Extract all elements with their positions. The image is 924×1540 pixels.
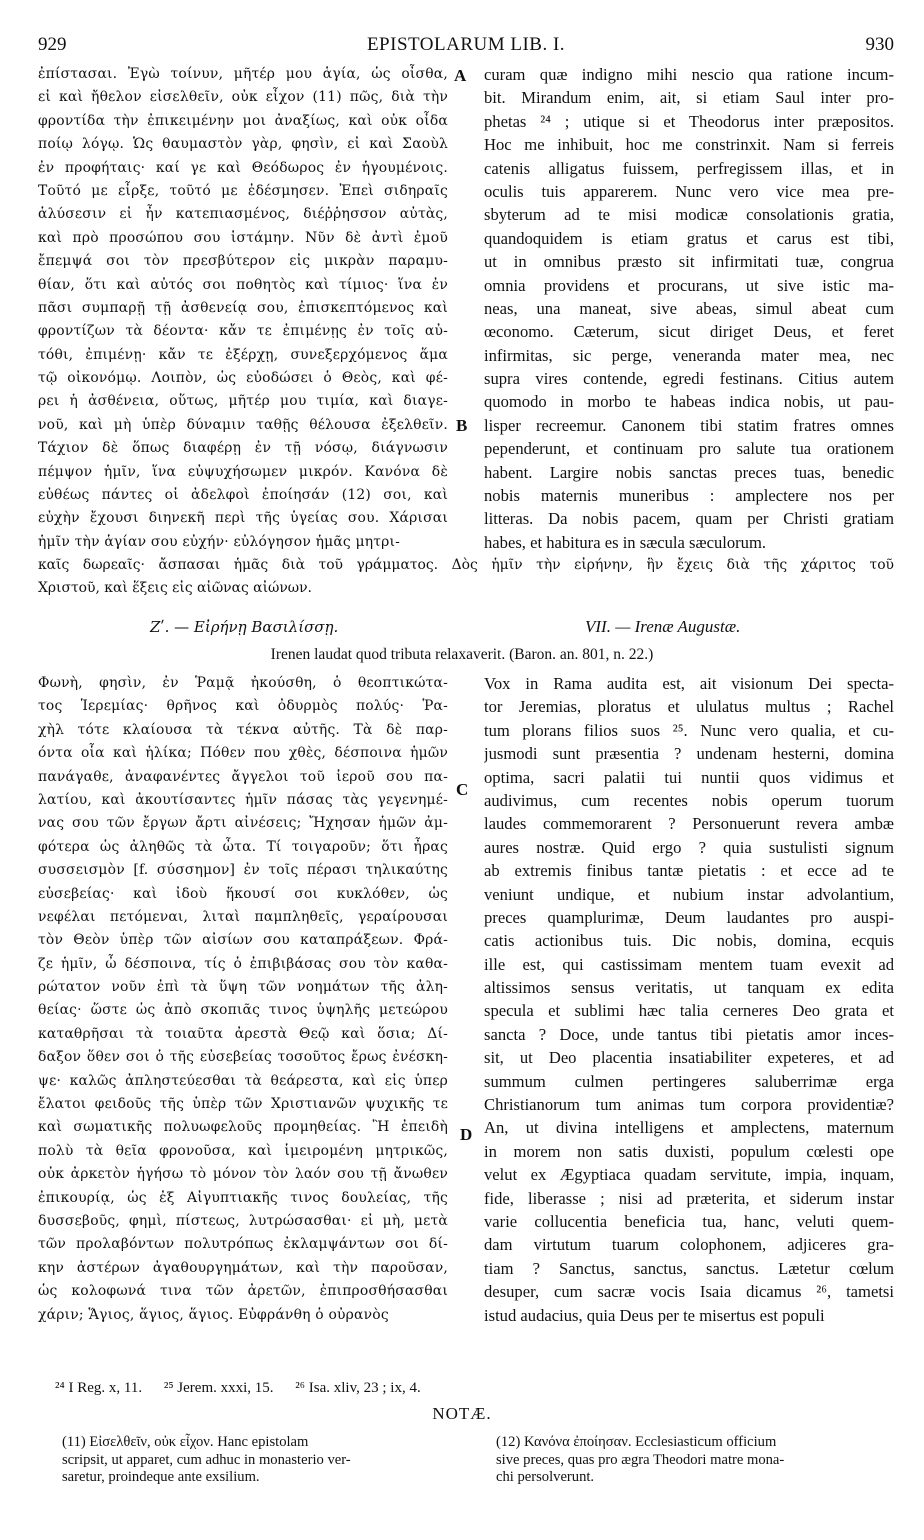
greek-text-line: θίαν, ὅτι καὶ αὐτός σοι ποθητὸς καὶ τίμιος· ἵνα ἐν (38, 276, 448, 293)
greek-text-line: εἰ καὶ ἤθελον εἰσελθεῖν, οὐκ εἶχον (11) πῶς, διὰ τὴν (38, 89, 448, 106)
note-line: chi persolverunt. (496, 1469, 595, 1485)
latin-text-line: altissimos sensus veritatis, ut tanquam ex edita (484, 978, 894, 998)
latin-text-line: audivimus, cum recentes nobis operum tuorum (484, 790, 894, 810)
latin-text-line: quomodo in morbo te habeas indica nobis, ut pau- (484, 392, 894, 412)
latin-text-line: veniunt undique, et nubium instar advolantium, (484, 884, 894, 904)
greek-text-line: πᾶσι συμπαρῇ τῇ ἀσθενείᾳ σου, ἐπισκεπτόμενος καὶ (38, 299, 448, 316)
latin-text-line: lisper recreemur. Canonem tibi statim fratres omnes (484, 415, 894, 435)
latin-text-line: An, ut divina intelligens et amplectens, maternum (484, 1118, 894, 1138)
latin-text-line: Christianorum tum animas tum corpora providentiæ? (484, 1095, 894, 1115)
latin-text-line: nobis maternis muneribus : amplectere nos per (484, 486, 894, 506)
latin-text-line: varie collucentia beneficia tua, hanc, veluti quem- (484, 1211, 894, 1231)
latin-text-line: phetas ²⁴ ; utique si et Theodorus inter præpositos. (484, 111, 894, 131)
greek-text-line: Τάχιον δὲ ὅπως διαφέρῃ ἐν τῇ νόσῳ, διάγνωσιν (38, 440, 448, 457)
page-header (38, 34, 894, 58)
greek-text-line: ρει ἡ ἀσθένεια, οὕτως, μῆτέρ μου τιμία, καὶ διαγε- (38, 393, 448, 410)
latin-text-line: desuper, cum sacræ vocis Isaia dicamus ²⁶, tametsi (484, 1282, 894, 1302)
greek-text-line: πολὺ τὰ θεῖα φρονοῦσα, καὶ ἱμειρομένη μητρικῶς, (38, 1142, 448, 1159)
latin-text-line: sit, ut Deo placentia insatiabiliter expeteres, et ad (484, 1048, 894, 1068)
greek-text-line: ἐπίστασαι. Ἐγὼ τοίνυν, μῆτέρ μου ἁγία, ὡς οἶσθα, (38, 66, 448, 82)
greek-text-line: ὡς κολοφωνά τινα τῶν ἀρετῶν, ἐπιπροσθήσασθαι (38, 1283, 448, 1300)
greek-text-line: δαξον ὅθεν σοι ὁ τῆς εὐσεβείας τοσοῦτος ἔρως ἐνέσκη- (38, 1049, 448, 1066)
greek-text-line: φροντίδα τὴν ἐπικειμένην μοι ἀναξίως, καὶ οὐκ οἶδα (38, 112, 448, 129)
greek-text-line: εὐχὴν ἔχουσι διηνεκῆ περὶ τῆς ὑγείας σου. Χάρισαι (38, 510, 448, 527)
latin-text-line: preces quamplurimæ, Deum laudantes pro auspi- (484, 907, 894, 927)
letter-summary: Irenen laudat quod tributa relaxaverit. (Baron. an. 801, n. 22.) (270, 646, 654, 663)
greek-text-line: λατίου, καὶ ἀκουτίσαντες ἡμῖν πάσας τὰς γεγενημέ- (38, 791, 448, 808)
latin-text-line: ut in omnibus præsto sit infirmitati tuæ, congrua (484, 252, 894, 272)
note-line: (11) Εἰσελθεῖν, οὐκ εἶχον. Hanc epistolam (62, 1434, 309, 1450)
latin-text-line: habes, et habitura es in sæcula sæculorum. (484, 532, 767, 552)
greek-text-line: δυσσεβοῦς, φημὶ, πίστεως, λυτρώσασθαι· εἰ μὴ, μετὰ (38, 1212, 448, 1229)
latin-text-line: summum culmen pertingeres saluberrimæ erga (484, 1071, 894, 1091)
greek-text-line: τος Ἱερεμίας· θρῆνος καὶ ὀδυρμὸς πολύς· Ῥα- (38, 698, 448, 715)
greek-text-line: καὶ σωματικῆς πολυωφελοῦς προμηθείας. Ἢ ἐπειδὴ (38, 1119, 448, 1136)
footnotes (55, 1380, 439, 1397)
note-12 (496, 1434, 896, 1487)
latin-text-line: laudes commemorarent ? Personuerunt revera ambæ (484, 814, 894, 834)
latin-text-line: œconomo. Cæterum, sicut diriget Deus, et feret (484, 322, 894, 342)
greek-text-line: Φωνὴ, φησὶν, ἐν Ῥαμᾷ ἠκούσθη, ὁ θεοπτικώτα- (38, 675, 448, 691)
greek-text-line: φροντίζων τὰ δέοντα· κἄν τε ἐπιμένῃς ἐν τοῖς αὐ- (38, 323, 448, 340)
greek-letter-heading: Ζʹ. — Εἰρήνῃ Βασιλίσσῃ. (150, 618, 339, 636)
greek-text-line: πέμψον ἡμῖν, ἵνα εὐψυχήσωμεν μικρόν. Κανόνα δὲ (38, 463, 448, 480)
note-line: (12) Κανόνα ἐποίησαν. Ecclesiasticum officium (496, 1434, 777, 1450)
margin-marker-d: D (460, 1125, 473, 1144)
greek-text-line: ἔλατοι φειδοῦς τῆς ὑπὲρ τῶν Χριστιανῶν ψυχικῆς τε (38, 1096, 448, 1113)
greek-text-line: χάριν; Ἅγιος, ἅγιος, ἅγιος. Εὐφράνθη ὁ οὐρανὸς (38, 1306, 389, 1323)
footnote-24: ²⁴ I Reg. x, 11. (55, 1380, 143, 1396)
greek-text-line: Τοῦτό με εἶρξε, τοῦτό με ἐδέσμησεν. Ἐπεὶ σιδηραῖς (38, 182, 448, 199)
greek-text-line: όντα οἷα καὶ ἡλίκα; Πόθεν που χθὲς, δέσποινα ἡμῶν (38, 745, 448, 762)
latin-text-line: tum plorans filios suos ²⁵. Nunc vero qualia, et cu- (484, 720, 894, 740)
latin-text-line: optima, sacri palatii tui nuntii quos vidimus et (484, 767, 894, 787)
greek-text-line: ἔπεμψά σοι τὸν πρεσβύτερον εἰς μικρὰν παραμυ- (38, 253, 448, 270)
latin-text-line: tor Jeremias, ploratus et ululatus multus ; Rachel (484, 697, 894, 717)
note-line: saretur, proindeque ante exsilium. (62, 1469, 260, 1485)
page-number-left: 929 (38, 34, 67, 55)
greek-text-line: τόθι, ἐπιμένῃ· κἄν τε ἐξέρχῃ, συνεξερχόμενος ἅμα (38, 346, 448, 363)
note-line: sive preces, quas pro ægra Theodori matre mona- (496, 1451, 785, 1468)
greek-text-line: ποίῳ λόγῳ. Ὡς θαυμαστὸν γὰρ, φησὶν, εἰ καὶ Σαοὺλ (38, 136, 448, 153)
greek-full-line: Χριστοῦ, καὶ ἕξεις εἰς αἰῶνας αἰώνων. (38, 580, 312, 597)
greek-text-line: οὐκ ἀρκετὸν ἡγήσω τὸ μόνον τὸν λαόν σου τῇ ἄνωθεν (38, 1166, 448, 1183)
greek-text-line: κην ἀστέρων ἀγαθουργημάτων, καὶ τὴν παροῦσαν, (38, 1259, 448, 1276)
notae-heading: NOTÆ. (432, 1404, 492, 1423)
greek-text-line: ζε ἡμῖν, ὦ δέσποινα, τίς ὁ ἐπιβιβάσας σου τὸν καθα- (38, 955, 448, 972)
greek-text-line: τῷ οἰκονόμῳ. Λοιπὸν, ὡς εὐοδώσει ὁ Θεὸς, καὶ φέ- (38, 370, 448, 387)
latin-text-line: dam virtutum tuarum colophonem, adjiceres gra- (484, 1235, 894, 1255)
greek-full-width-text (38, 554, 894, 601)
greek-text-line: εὐθέως πάντες οἱ ἀδελφοὶ ἐποίησάν (12) σοι, καὶ (38, 487, 448, 504)
running-title: EPISTOLARUM LIB. I. (366, 34, 566, 55)
latin-text-line: jusmodi sunt præsentia ? undenam hesterni, domina (484, 744, 894, 764)
greek-text-line: ἁλύσεσιν εἰ ἦν κατεπιασμένος, διέῤῥησσον αὐτὰς, (38, 206, 448, 223)
latin-text-line: velut ex Ægyptiaca quadam servitute, impia, inquam, (484, 1165, 894, 1185)
latin-text-line: omnia providens et procurans, ut sive istic ma- (484, 275, 894, 295)
margin-marker-b: B (456, 416, 468, 435)
greek-text-line: νοῦ, καὶ μὴ ὑπὲρ δύναμιν ταθῇς θέλουσα ἐξελθεῖν. (38, 416, 448, 433)
latin-text-line: infirmitas, sic perge, veneranda mater mea, nec (484, 345, 894, 365)
greek-text-line: τὸν Θεὸν ὑπὲρ τῶν αἰσίων σου καταπράξεων. Φρά- (38, 932, 448, 949)
greek-text-line: ἐν προφήταις· καί γε καὶ Θεόδωρος ἐν ἡγουμένοις. (38, 159, 448, 176)
greek-text-line: νεφέλαι πετόμεναι, λιταὶ παμπληθεῖς, γεραίρουσαι (38, 908, 448, 925)
margin-marker-c: C (456, 780, 469, 799)
margin-marker-a: A (454, 66, 467, 85)
latin-text-line: sancta ? Doce, unde tantus tibi pietatis amor inces- (484, 1024, 894, 1044)
greek-text-line: καὶ πρὸ προσώπου σου ἱστάμην. Νῦν δὲ ἀντὶ ἐμοῦ (38, 229, 448, 246)
greek-text-line: πανάγαθε, ἀναφανέντες ἄγγελοι τοῦ ἱεροῦ σου πα- (38, 768, 448, 785)
latin-text-line: istud audacius, quia Deus per te misertus est populi (484, 1305, 825, 1325)
latin-text-line: Hoc me inhibuit, hoc me constrinxit. Nam si ferreis (484, 135, 894, 155)
greek-text-line: ἡμῖν τὴν ἁγίαν σου εὐχήν· εὐλόγησον ἡμᾶς μητρι- (38, 533, 401, 550)
latin-letter-heading: VII. — Irenæ Augustæ. (585, 617, 741, 636)
latin-text-line: tiam ? Sanctus, sanctus, sanctus. Lætetur cœlum (484, 1258, 894, 1278)
greek-text-line: εὐσεβείας· καὶ ἰδοὺ ἥκουσί σοι κυκλόθεν, ὡς (38, 885, 448, 902)
latin-text-line: quandoquidem is etiam gratus et carus est tibi, (484, 228, 894, 248)
greek-text-line: νας σου τῶν ἔργων ἄρτι αἰνέσεις; Ἤχησαν ἡμῶν ἀμ- (38, 815, 448, 832)
latin-column-bottom (484, 672, 894, 1327)
latin-text-line: catis actionibus tuis. Dic nobis, domina, ecquis (484, 931, 894, 951)
greek-text-line: καταθρῆσαι τὰ τοιαῦτα ἀρεστὰ Θεῷ καὶ ὅσια; Δί- (38, 1025, 448, 1042)
page-number-right: 930 (865, 34, 894, 55)
latin-text-line: neas, una maneat, sive abeas, simul abeat cum (484, 298, 894, 318)
footnote-25: ²⁵ Jerem. xxxi, 15. (163, 1380, 274, 1396)
footnote-26: ²⁶ Isa. xliv, 23 ; ix, 4. (295, 1380, 421, 1396)
latin-text-line: specula et sublimi hæc talia cerneres Deo grata et (484, 1001, 894, 1021)
note-11 (62, 1434, 452, 1487)
greek-full-line: καῖς δωρεαῖς· ἄσπασαι ἡμᾶς διὰ τοῦ γράμματος. Δὸς ἡμῖν τὴν εἰρήνην, ἣν ἔχεις διὰ τῆς χάριτος τοῦ (38, 557, 894, 573)
latin-text-line: bit. Mirandum enim, ait, si etiam Saul inter pro- (484, 88, 894, 108)
latin-text-line: ab extremis finibus tantæ pietatis : et ecce ad te (484, 861, 894, 881)
greek-text-line: θείας· ὥστε ὡς ἀπὸ σκοπιᾶς τινος ὑψηλῆς μετεώρου (38, 1002, 448, 1019)
latin-text-line: ille est, qui castissimam mentem tuam evexit ad (484, 954, 894, 974)
latin-text-line: fide, liberasse ; nisi ad præterita, et siderum instar (484, 1188, 894, 1208)
greek-text-line: ψε· καλῶς ἀπληστεύεσθαι τὰ θεάρεστα, καὶ εἰς ὑπερ (38, 1072, 448, 1089)
greek-column-bottom (38, 672, 448, 1327)
greek-text-line: χὴλ τότε κλαίουσα τὰ τέκνα αὐτῆς. Τὰ δὲ παρ- (38, 721, 448, 738)
latin-text-line: pependerunt, et continuam pro salute tua orationem (484, 439, 894, 459)
latin-text-line: sbyterum ad te misi modicæ consolationis gratia, (484, 205, 894, 225)
latin-text-line: catenis alligatus fuissem, perfregissem illas, et in (484, 158, 894, 178)
latin-text-line: curam quæ indigno mihi nescio qua ratione incum- (484, 65, 894, 84)
note-line: scripsit, ut apparet, cum adhuc in monasterio ver- (62, 1451, 351, 1468)
latin-text-line: habent. Largire nobis sanctas preces tuas, benedic (484, 462, 894, 482)
latin-text-line: supra vires contende, egredi festinans. Citius autem (484, 369, 894, 389)
greek-text-line: φότερα ὡς ἀληθῶς τὰ ὦτα. Τί τοιγαροῦν; ὅτι ἦρας (38, 838, 448, 855)
latin-column-top (484, 63, 894, 554)
greek-column-top (38, 63, 448, 554)
greek-text-line: τῶν προλαβόντων πολυτρόπως ἐκλαμψάντων σοι δί- (38, 1236, 448, 1253)
latin-text-line: Vox in Rama audita est, ait visionum Dei specta- (484, 674, 894, 693)
latin-text-line: litteras. Da nobis pacem, quam per Christi gratiam (484, 509, 894, 529)
greek-text-line: ρώτατον νοῦν ἐπὶ τὰ ὕψη τῶν νοημάτων τῆς ἀλη- (38, 979, 448, 996)
greek-text-line: ἐπικουρίᾳ, ὡς ἐξ Αἰγυπτιακῆς τινος δουλείας, τῆς (38, 1189, 448, 1206)
latin-text-line: oculis tuis apparerem. Nunc vero vice mea pre- (484, 181, 894, 201)
greek-text-line: συσσεισμὸν [f. σύσσημον] ἐν τοῖς πέρασι τηλικαύτης (38, 862, 448, 879)
latin-text-line: aures nostræ. Quid ergo ? quia sustulisti signum (484, 837, 894, 857)
latin-text-line: in morem non satis duxisti, populum cœlesti ope (484, 1141, 894, 1161)
